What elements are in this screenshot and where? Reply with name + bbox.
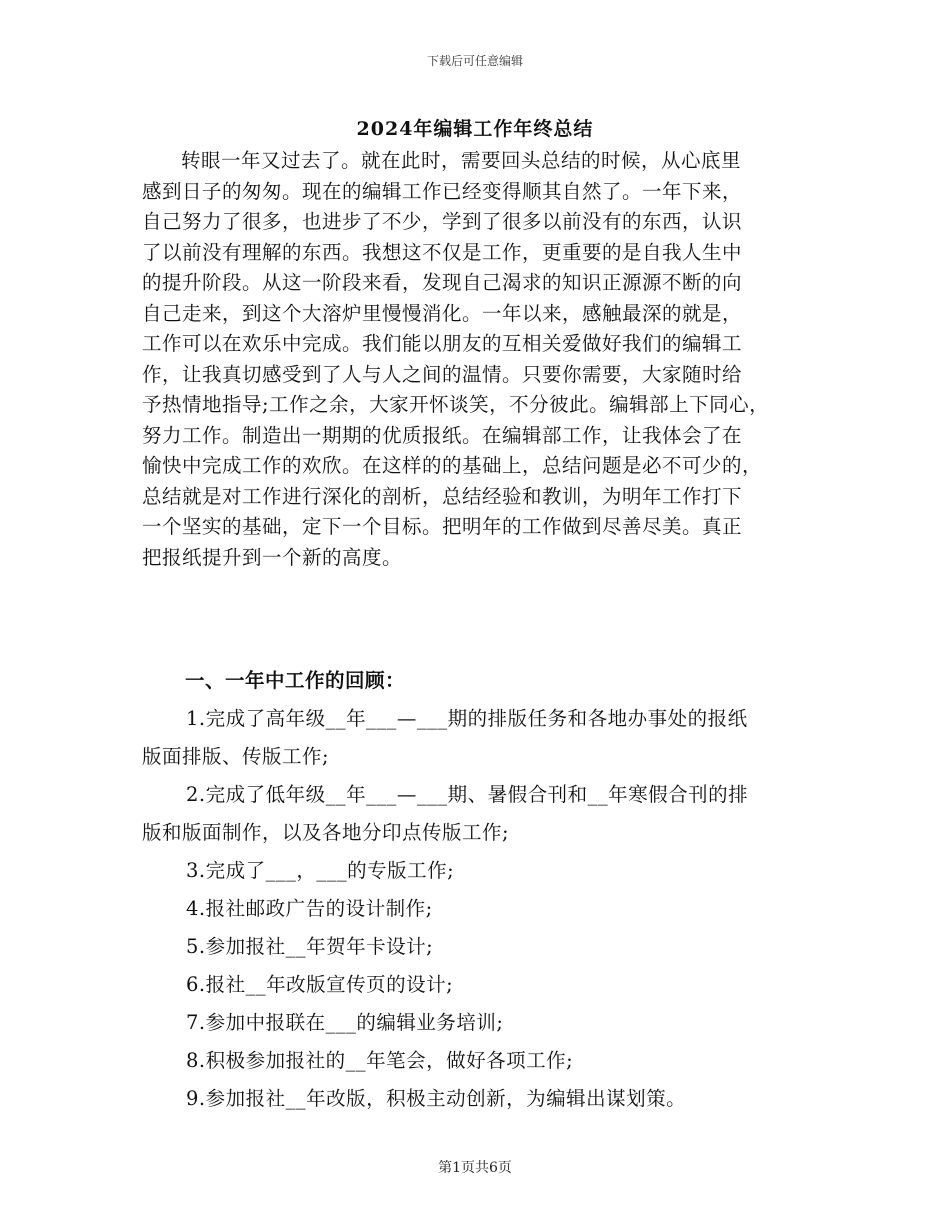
intro-line: 予热情地指导;工作之余，大家开怀谈笑，不分彼此。编辑部上下同心， bbox=[142, 393, 770, 416]
intro-line: 了以前没有理解的东西。我想这不仅是工作，更重要的是自我人生中 bbox=[142, 240, 743, 264]
list-item-text: 5.参加报社__年贺年卡设计; bbox=[186, 935, 434, 958]
list-item bbox=[142, 776, 808, 852]
list-item-text: 6.报社__年改版宣传页的设计; bbox=[186, 973, 454, 996]
section-heading: 一、一年中工作的回顾： bbox=[185, 669, 406, 692]
page-header-note: 下载后可任意编辑 bbox=[426, 54, 523, 68]
intro-line: 感到日子的匆匆。现在的编辑工作已经变得顺其自然了。一年下来， bbox=[142, 179, 743, 203]
list-item-text: 9.参加报社__年改版，积极主动创新，为编辑出谋划策。 bbox=[186, 1087, 687, 1110]
intro-line: 总结就是对工作进行深化的剖析，总结经验和教训，为明年工作打下 bbox=[142, 484, 743, 508]
list-item bbox=[142, 928, 808, 966]
list-item-text: 4.报社邮政广告的设计制作; bbox=[186, 897, 433, 920]
intro-line: 工作可以在欢乐中完成。我们能以朋友的互相关爱做好我们的编辑工 bbox=[142, 332, 743, 355]
intro-paragraph bbox=[142, 146, 808, 573]
intro-line: 的提升阶段。从这一阶段来看，发现自己渴求的知识正源源不断的向 bbox=[142, 271, 743, 294]
list-item bbox=[142, 1004, 808, 1042]
intro-line: 把报纸提升到一个新的高度。 bbox=[142, 545, 403, 569]
document-title: 2024年编辑工作年终总结 bbox=[356, 118, 594, 140]
intro-line: 一个坚实的基础，定下一个目标。把明年的工作做到尽善尽美。真正 bbox=[142, 515, 743, 538]
intro-line: 作，让我真切感受到了人与人之间的温情。只要你需要，大家随时给 bbox=[142, 362, 743, 386]
list-item-continuation: 版和版面制作，以及各地分印点传版工作; bbox=[142, 821, 510, 844]
list-item-text: 2.完成了低年级__年___—___期、暑假合刊和__年寒假合刊的排 bbox=[186, 783, 749, 806]
intro-line: 愉快中完成工作的欢欣。在这样的的基础上，总结问题是必不可少的， bbox=[142, 454, 763, 477]
review-item-list bbox=[142, 700, 808, 1118]
list-item-text: 1.完成了高年级__年___—___期的排版任务和各地办事处的报纸 bbox=[186, 707, 748, 730]
list-item-continuation: 版面排版、传版工作; bbox=[142, 745, 330, 768]
intro-line: 自己走来，到这个大溶炉里慢慢消化。一年以来，感触最深的就是， bbox=[142, 301, 743, 325]
list-item-text: 7.参加中报联在___的编辑业务培训; bbox=[186, 1011, 504, 1034]
list-item bbox=[142, 890, 808, 928]
list-item bbox=[142, 1042, 808, 1080]
list-item-text: 3.完成了___，___的专版工作; bbox=[186, 859, 455, 882]
intro-line: 转眼一年又过去了。就在此时，需要回头总结的时候，从心底里 bbox=[181, 149, 742, 172]
intro-line: 努力工作。制造出一期期的优质报纸。在编辑部工作，让我体会了在 bbox=[142, 423, 743, 447]
page-number: 第1页共6页 bbox=[438, 1160, 512, 1176]
intro-line: 自己努力了很多，也进步了不少，学到了很多以前没有的东西，认识 bbox=[142, 210, 743, 233]
list-item bbox=[142, 700, 808, 776]
list-item bbox=[142, 1080, 808, 1118]
list-item-text: 8.积极参加报社的__年笔会，做好各项工作; bbox=[186, 1049, 574, 1072]
list-item bbox=[142, 852, 808, 890]
list-item bbox=[142, 966, 808, 1004]
